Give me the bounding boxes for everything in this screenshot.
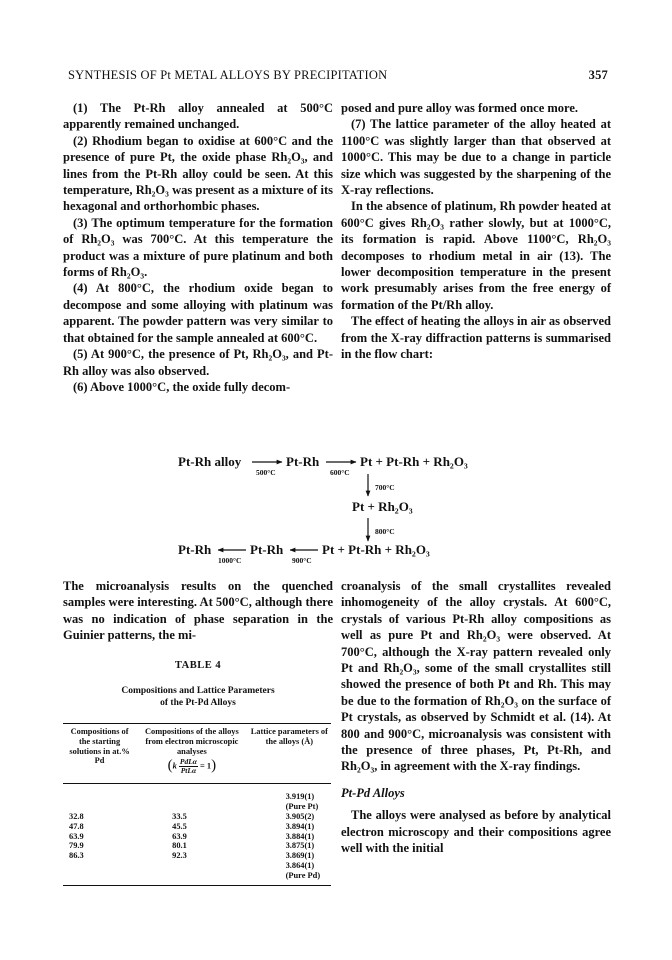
table-row: [63, 832, 331, 842]
table-row: [63, 871, 331, 885]
table-cell: 3.864(1): [285, 860, 315, 870]
flow-node-three-phase: Pt + Pt-Rh + Rh₂O₃: [360, 454, 468, 469]
flow-arrow-label: 800°C: [375, 527, 395, 536]
left-column-top: [63, 100, 333, 395]
paragraph: The microanalysis results on the quenched samples were interesting. At 500°C, although there was no indication of phase separation in the Guinier patterns, the mi-: [63, 579, 333, 643]
running-header: [68, 68, 608, 83]
table-row: [63, 822, 331, 832]
table-cell: [136, 871, 247, 885]
k-factor-formula: (k $\frac{\text{PdLα}}{\text{PtLα}}$ = 1): [167, 757, 217, 776]
table-cell: 33.5: [172, 811, 187, 821]
table-row: [63, 812, 331, 822]
table-cell: 86.3: [69, 851, 84, 861]
table-cell: 32.8: [69, 811, 84, 821]
table-cell: 3.919(1): [285, 792, 315, 802]
table-cell: (Pure Pt): [285, 802, 319, 812]
table-row: [63, 861, 331, 871]
flow-arrow-label: 900°C: [292, 556, 312, 565]
paragraph: (3) The optimum temperature for the formation of Rh₂O₃ was 700°C. At this temperature the product was a mixture of pure platinum and both forms of Rh₂O₃.: [63, 215, 333, 280]
flow-arrow-label: 500°C: [256, 468, 276, 477]
table-caption: Compositions and Lattice Parameters of the Pt-Pd Alloys: [121, 686, 275, 708]
table-cell: 80.1: [172, 841, 187, 851]
paragraph: (4) At 800°C, the rhodium oxide began to decompose and some alloying with platinum was apparent. The powder pattern was very similar to that obtained for the sample annealed at 600°C.: [63, 281, 333, 345]
table-cell: [63, 871, 136, 885]
flow-node-pt-rh-alloy: Pt-Rh alloy: [178, 454, 242, 469]
table-cell: [63, 802, 136, 812]
table-cell: [63, 861, 136, 871]
table-cell: 79.9: [69, 841, 84, 851]
table-cell: 92.3: [172, 851, 187, 861]
data-table: [63, 723, 331, 886]
column-header: Compositions of the alloys from electron microscopic analyses (k $\frac{\text{PdLα}}{\text{PtLα}}$ = 1): [136, 724, 247, 784]
paragraph: croanalysis of the small crystallites revealed inhomogeneity of the alloy crystals. At 600°C, crystals of various Pt-Rh alloy compositions as well as pure Pt and Rh₂O₃ were observed. At 700°C, although the X-ray pattern revealed only Pt and Rh₂O₃, some of the small crystallites still showed the presence of both Pt and Rh. This may be due to the formation of Rh₂O₃ on the surface of Pt crystals, as observed by Schmidt et al. (14). At 800 and 900°C, microanalysis was consistent with the presence of three phases, Pt, Pt-Rh, and Rh₂O₃, in agreement with the X-ray findings.: [341, 579, 611, 774]
table-row: [63, 802, 331, 812]
paragraph: In the absence of platinum, Rh powder heated at 600°C gives Rh₂O₃ rather slowly, but at 1000°C, its formation is rapid. Above 1100°C, Rh₂O₃ decomposes to rhodium metal in air (13). The lower decomposition temperature in the present work presumably arises from the free energy of formation of the Pt/Rh alloy.: [341, 199, 611, 312]
table-4: [63, 660, 333, 886]
right-column-top: [341, 100, 611, 363]
column-header: Compositions of the starting solutions in at.% Pd: [63, 724, 136, 784]
table-cell: 47.8: [69, 821, 84, 831]
flow-node-pt-rh: Pt-Rh: [250, 542, 284, 557]
paragraph: The effect of heating the alloys in air as observed from the X-ray diffraction patterns is summarised in the flow chart:: [341, 314, 611, 362]
column-header: Lattice parameters of the alloys (Å): [248, 724, 331, 784]
paragraph: The alloys were analysed as before by analytical electron microscopy and their compositions agree well with the initial: [341, 808, 611, 856]
table-cell: 3.884(1): [285, 831, 315, 841]
flow-arrow-label: 700°C: [375, 483, 395, 492]
table-row: [63, 784, 331, 802]
table-cell: [63, 784, 136, 802]
paragraph: (6) Above 1000°C, the oxide fully decom-: [73, 379, 291, 394]
table-cell: [136, 784, 247, 802]
flow-arrow-label: 600°C: [330, 468, 350, 477]
table-cell: [136, 802, 247, 812]
flow-arrow-label: 1000°C: [218, 556, 242, 565]
table-row: [63, 841, 331, 851]
paragraph: (1) The Pt-Rh alloy annealed at 500°C apparently remained unchanged.: [63, 101, 333, 132]
section-heading: Pt-Pd Alloys: [341, 785, 405, 800]
right-column-bottom: [341, 578, 611, 857]
flow-node-pt-rh: Pt-Rh: [286, 454, 320, 469]
table-cell: 3.869(1): [285, 851, 315, 861]
paragraph: (7) The lattice parameter of the alloy heated at 1100°C was slightly larger than that observed at 1000°C. This may be due to a change in particle size which was suggested by the sharpening of the X-ray reflections.: [341, 117, 611, 198]
page-number: 357: [588, 68, 608, 82]
table-cell: 45.5: [172, 821, 187, 831]
paragraph: (5) At 900°C, the presence of Pt, Rh₂O₃, and Pt-Rh alloy was also observed.: [63, 347, 333, 378]
table-row: [63, 851, 331, 861]
table-cell: 63.9: [172, 831, 187, 841]
table-cell: 3.894(1): [285, 821, 315, 831]
flow-node-three-phase: Pt + Pt-Rh + Rh₂O₃: [322, 542, 430, 557]
table-cell: 3.905(2): [285, 811, 315, 821]
table-cell: 3.875(1): [285, 841, 315, 851]
flow-node-pt-rh2o3: Pt + Rh₂O₃: [352, 499, 413, 514]
left-column-bottom: [63, 578, 333, 644]
table-cell: 63.9: [69, 831, 84, 841]
table-title: TABLE 4: [174, 660, 222, 671]
paragraph: (2) Rhodium began to oxidise at 600°C and the presence of pure Pt, the oxide phase Rh₂O₃, and lines from the Pt-Rh alloy could be seen. At this temperature, Rh₂O₃ was present as a mixture of its hexagonal and orthorhombic phases.: [63, 133, 333, 214]
paragraph: posed and pure alloy was formed once more.: [341, 101, 579, 115]
table-cell: (Pure Pd): [248, 871, 331, 885]
running-title: SYNTHESIS OF Pt METAL ALLOYS BY PRECIPITATION: [68, 68, 388, 82]
flow-node-pt-rh-final: Pt-Rh: [178, 542, 212, 557]
table-cell: [136, 861, 247, 871]
